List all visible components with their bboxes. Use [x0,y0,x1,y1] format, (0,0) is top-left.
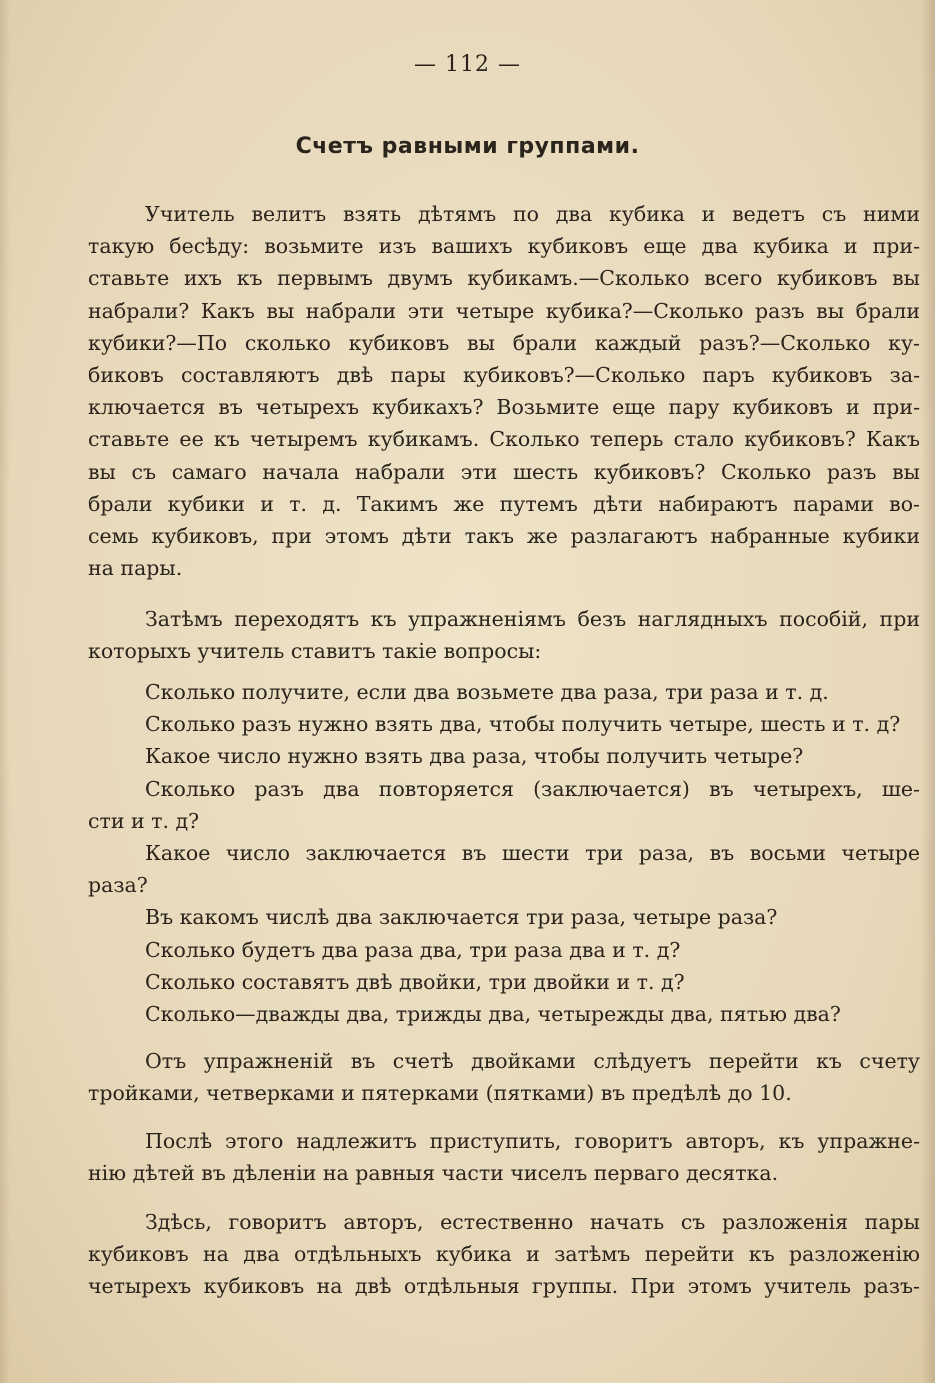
text-line: четырехъ кубиковъ на двѣ отдѣльныя группы. При этомъ учитель разъ- [88,1274,920,1299]
page-number: — 112 — [414,52,521,77]
question-line: сти и т. д? [88,808,200,833]
text-line: биковъ составляютъ двѣ пары кубиковъ?—Сколько паръ кубиковъ за- [88,362,920,387]
text-line: кубики?—По сколько кубиковъ вы брали каждый разъ?—Сколько ку- [88,330,920,355]
text-line: Учитель велитъ взять дѣтямъ по два кубика и ведетъ съ ними [145,202,920,226]
question-line: Сколько—дважды два, трижды два, четырежды два, пятью два? [145,1001,841,1026]
text-line: ставьте ее къ четыремъ кубикамъ. Сколько теперь стало кубиковъ? Какъ [88,427,920,452]
paragraph-2 [88,603,920,667]
question-line: Въ какомъ числѣ два заключается три раза, четыре раза? [145,905,778,930]
page-edge-shadow-right [921,0,935,1383]
text-line: вы съ самаго начала набрали эти шесть кубиковъ? Сколько разъ вы [88,459,920,484]
question-line: Сколько составятъ двѣ двойки, три двойки и т. д? [145,969,685,994]
text-line: Здѣсь, говоритъ авторъ, естественно начать съ разложенія пары [145,1210,920,1234]
question-line: раза? [88,873,148,898]
question-list [88,676,920,1030]
question-line: Какое число нужно взять два раза, чтобы получить четыре? [145,744,804,769]
paragraph-1 [88,198,920,584]
text-line: нію дѣтей въ дѣленіи на равныя части чиселъ перваго десятка. [88,1161,779,1186]
text-line: ставьте ихъ къ первымъ двумъ кубикамъ.—Сколько всего кубиковъ вы [88,266,920,291]
question-line: Сколько разъ нужно взять два, чтобы получить четыре, шесть и т. д? [145,712,901,737]
question-line: Сколько разъ два повторяется (заключается) въ четырехъ, ше- [145,776,920,801]
question-line: Сколько получите, если два возьмете два раза, три раза и т. д. [145,680,829,704]
text-line: на пары. [88,556,183,581]
text-line: которыхъ учитель ставитъ такіе вопросы: [88,639,542,664]
text-line: Затѣмъ переходятъ къ упражненіямъ безъ наглядныхъ пособій, при [145,607,920,631]
question-line: Какое число заключается въ шести три раза, въ восьми четыре [145,840,920,865]
text-line: такую бесѣду: возьмите изъ вашихъ кубиковъ еще два кубика и при- [88,234,920,259]
text-line: Послѣ этого надлежитъ приступить, говоритъ авторъ, къ упражне- [145,1129,920,1153]
section-title: Счетъ равными группами. [295,134,640,159]
text-line: тройками, четверками и пятерками (пятками) въ предѣлѣ до 10. [88,1081,792,1106]
paragraph-4 [88,1045,920,1109]
text-line: семь кубиковъ, при этомъ дѣти такъ же разлагаютъ набранные кубики [88,523,920,548]
paragraph-5 [88,1125,920,1189]
page-edge-shadow-left [0,0,10,1383]
text-line: набрали? Какъ вы набрали эти четыре кубика?—Сколько разъ вы брали [88,298,920,323]
text-line: брали кубики и т. д. Такимъ же путемъ дѣти набираютъ парами во- [88,491,920,516]
text-line: кубиковъ на два отдѣльныхъ кубика и затѣмъ перейти къ разложенію [88,1242,920,1267]
question-line: Сколько будетъ два раза два, три раза два и т. д? [145,937,681,962]
text-line: Отъ упражненій въ счетѣ двойками слѣдуетъ перейти къ счету [145,1049,920,1073]
text-line: ключается въ четырехъ кубикахъ? Возьмите еще пару кубиковъ и при- [88,395,920,420]
paragraph-6 [88,1206,920,1303]
